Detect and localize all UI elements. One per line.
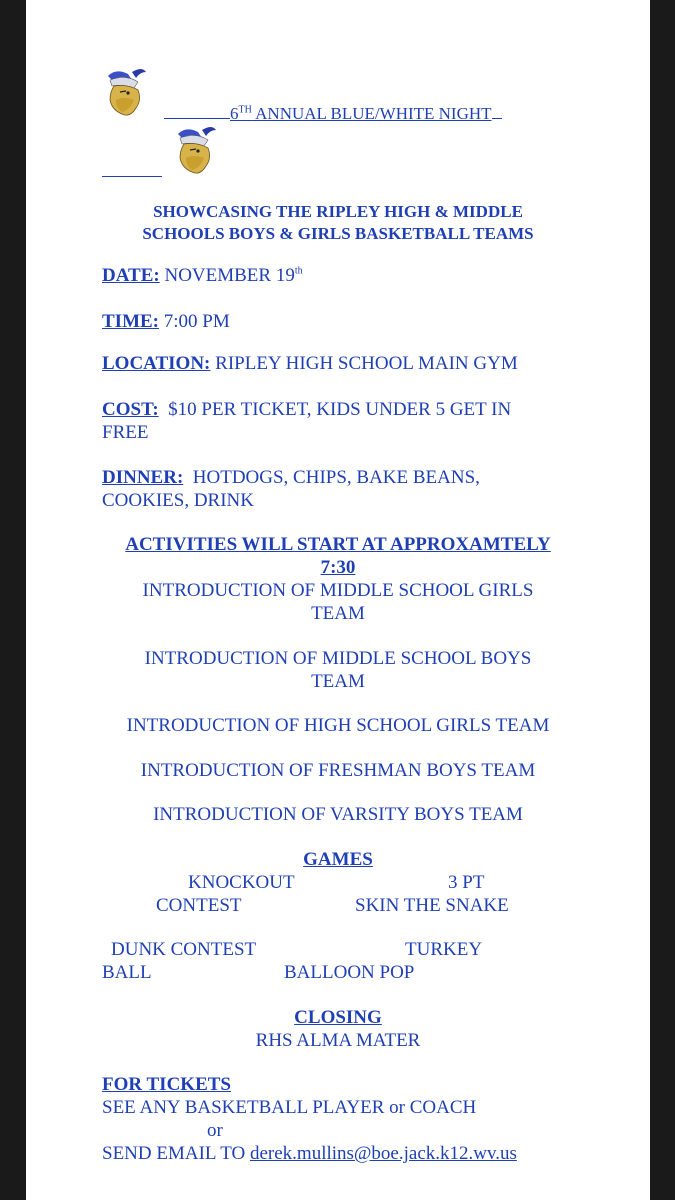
date-suffix: th <box>294 265 303 277</box>
time-label: TIME: <box>102 311 159 332</box>
closing-heading: CLOSING <box>294 1007 382 1028</box>
viking-mascot-icon <box>172 124 218 178</box>
date-label: DATE: <box>102 265 160 286</box>
tickets-email-row <box>102 1142 517 1165</box>
title-text: ANNUAL BLUE/WHITE NIGHT <box>251 104 492 123</box>
cost-value-line-2: FREE <box>102 422 149 443</box>
cost-label: COST: <box>102 399 159 420</box>
date-row <box>102 264 303 287</box>
dinner-label: DINNER: <box>102 467 184 488</box>
game-skin-the-snake: SKIN THE SNAKE <box>355 895 509 916</box>
email-link[interactable]: derek.mullins@boe.jack.k12.wv.us <box>249 1143 517 1164</box>
cost-value-line-1: $10 PER TICKET, KIDS UNDER 5 GET IN <box>168 399 512 420</box>
game-3pt: 3 PT <box>448 872 485 893</box>
location-label: LOCATION: <box>102 353 211 374</box>
activity-item: INTRODUCTION OF HIGH SCHOOL GIRLS TEAM <box>126 715 550 736</box>
games-heading: GAMES <box>303 849 373 870</box>
activities-heading-line-1: ACTIVITIES WILL START AT APPROXAMTELY <box>125 534 551 555</box>
tickets-line-1: SEE ANY BASKETBALL PLAYER or COACH <box>102 1097 477 1118</box>
cost-row <box>102 398 511 421</box>
activity-item-cont: TEAM <box>311 603 365 624</box>
tickets-heading: FOR TICKETS <box>102 1074 231 1095</box>
game-contest: CONTEST <box>156 895 242 916</box>
location-value: RIPLEY HIGH SCHOOL MAIN GYM <box>215 353 518 374</box>
dinner-row <box>102 466 480 489</box>
subtitle-line-1: SHOWCASING THE RIPLEY HIGH & MIDDLE <box>153 202 523 221</box>
viking-mascot-icon <box>102 66 148 120</box>
title-suffix: TH <box>238 104 252 116</box>
tickets-email-prefix: SEND EMAIL TO <box>102 1143 250 1164</box>
game-balloon-pop: BALLOON POP <box>284 962 415 983</box>
title-number: 6 <box>230 104 239 123</box>
game-dunk-contest: DUNK CONTEST <box>111 939 257 960</box>
date-value: NOVEMBER 19 <box>164 265 295 286</box>
title-underline <box>102 176 162 177</box>
flyer-page <box>26 0 650 1200</box>
page-title <box>164 103 569 125</box>
tickets-or: or <box>207 1120 223 1141</box>
time-row <box>102 310 230 333</box>
subtitle-line-2: SCHOOLS BOYS & GIRLS BASKETBALL TEAMS <box>142 224 534 243</box>
activity-item: INTRODUCTION OF FRESHMAN BOYS TEAM <box>140 760 536 781</box>
activity-item: INTRODUCTION OF MIDDLE SCHOOL BOYS <box>144 648 532 669</box>
dinner-value-line-2: COOKIES, DRINK <box>102 490 254 511</box>
closing-text: RHS ALMA MATER <box>255 1030 421 1051</box>
activities-heading-line-2: 7:30 <box>320 557 356 578</box>
game-turkey: TURKEY <box>405 939 483 960</box>
activity-item: INTRODUCTION OF MIDDLE SCHOOL GIRLS <box>142 580 534 601</box>
location-row <box>102 352 518 375</box>
game-knockout: KNOCKOUT <box>188 872 295 893</box>
time-value: 7:00 PM <box>163 311 230 332</box>
dinner-value-line-1: HOTDOGS, CHIPS, BAKE BEANS, <box>192 467 480 488</box>
activity-item-cont: TEAM <box>311 671 365 692</box>
game-ball: BALL <box>102 962 152 983</box>
activity-item: INTRODUCTION OF VARSITY BOYS TEAM <box>153 804 523 825</box>
